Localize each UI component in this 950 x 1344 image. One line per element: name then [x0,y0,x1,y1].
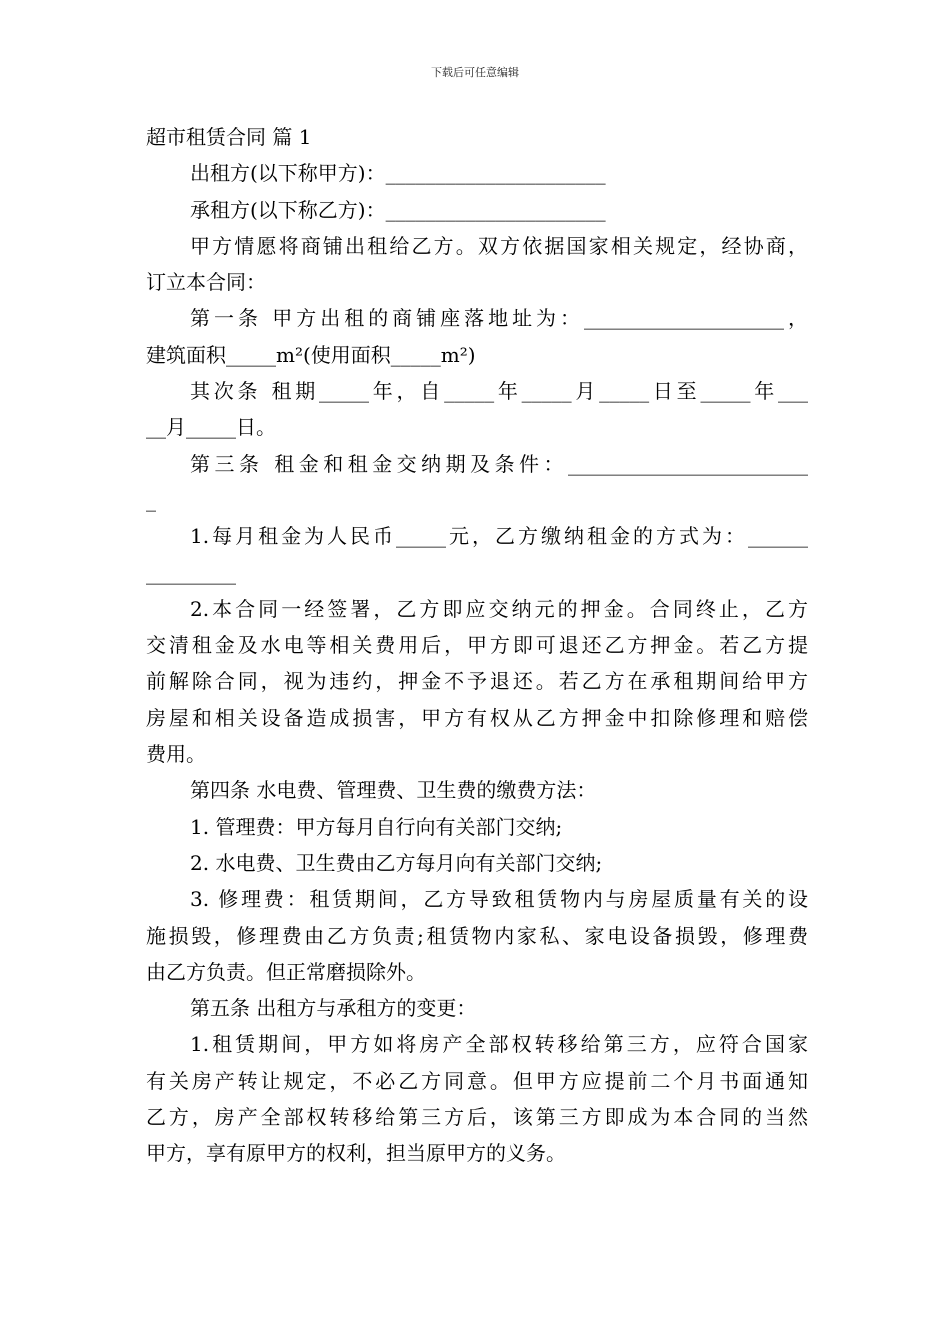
document-line: 出租方(以下称甲方)：______________________ [190,161,606,186]
document-line: 订立本合同： [146,270,266,295]
document-line: 其次条 租期_____年，自_____年_____月_____日至_____年___ [190,379,808,404]
document-line: 第五条 出租方与承租方的变更： [190,996,477,1021]
document-line: 第一条 甲方出租的商铺座落地址为：____________________， [190,306,808,331]
document-line: 乙方，房产全部权转移给第三方后，该第三方即成为本合同的当然 [146,1105,808,1130]
document-line: 2.本合同一经签署，乙方即应交纳元的押金。合同终止，乙方 [190,596,808,621]
document-line: 由乙方负责。但正常磨损除外。 [146,959,426,984]
page-header-note: 下载后可任意编辑 [431,66,519,79]
document-line: 交清租金及水电等相关费用后，甲方即可退还乙方押金。若乙方提 [146,633,808,658]
document-line: _ [146,487,156,512]
document-line: 建筑面积_____m²(使用面积_____m²) [146,342,476,367]
document-line: 第四条 水电费、管理费、卫生费的缴费方法： [190,778,597,803]
document-line: 3. 修理费：租赁期间，乙方导致租赁物内与房屋质量有关的设 [190,887,808,912]
document-line: 房屋和相关设备造成损害，甲方有权从乙方押金中扣除修理和赔偿 [146,705,808,730]
document-line: 甲方情愿将商铺出租给乙方。双方依据国家相关规定，经协商， [190,233,808,258]
document-line: 1.每月租金为人民币_____元，乙方缴纳租金的方式为：______ [190,524,808,549]
document-line: __月_____日。 [146,415,276,440]
document-line: 2. 水电费、卫生费由乙方每月向有关部门交纳; [190,850,603,875]
document-line: 前解除合同，视为违约，押金不予退还。若乙方在承租期间给甲方 [146,669,808,694]
document-title: 超市租赁合同 篇 1 [146,125,312,149]
document-line: 1. 管理费：甲方每月自行向有关部门交纳; [190,814,563,839]
contract-body [146,119,808,1172]
document-line: 承租方(以下称乙方)：______________________ [190,197,606,222]
document-line: 费用。 [146,742,206,767]
document-line: 第三条 租金和租金交纳期及条件：________________________ [190,451,808,476]
document-line: _________ [146,560,236,585]
document-line: 有关房产转让规定，不必乙方同意。但甲方应提前二个月书面通知 [146,1068,808,1093]
document-line: 甲方，享有原甲方的权利，担当原甲方的义务。 [146,1141,566,1166]
document-line: 施损毁，修理费由乙方负责;租赁物内家私、家电设备损毁，修理费 [146,923,808,948]
document-line: 1.租赁期间，甲方如将房产全部权转移给第三方，应符合国家 [190,1032,808,1057]
